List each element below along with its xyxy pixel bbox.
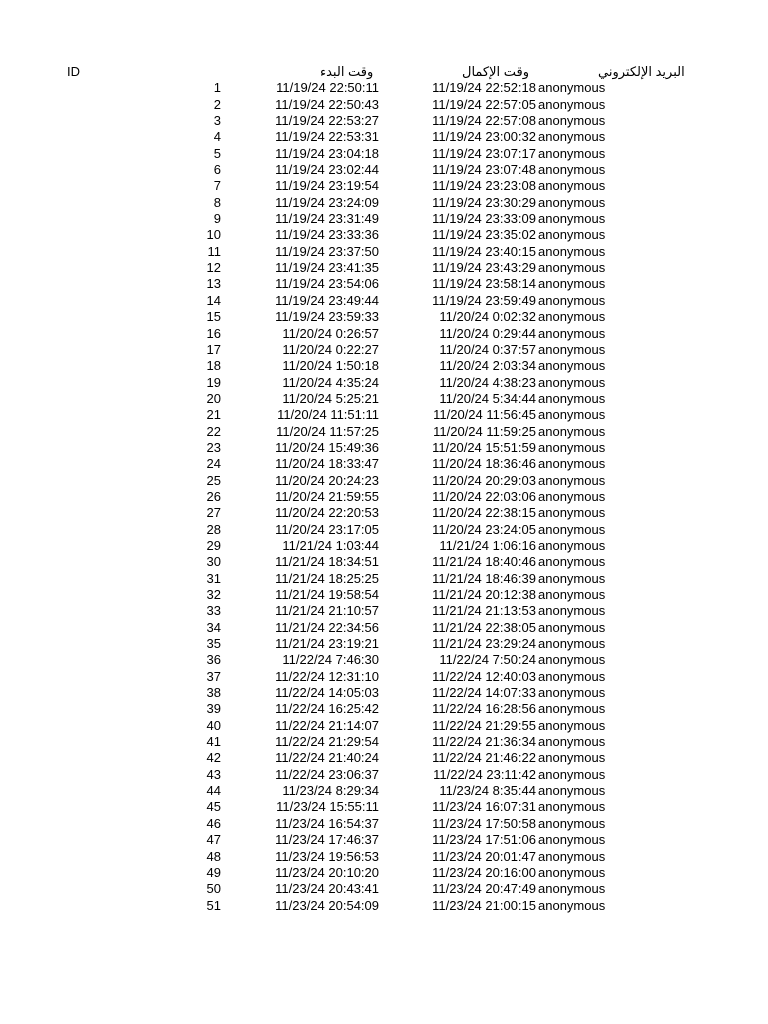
table-row [0, 244, 768, 260]
cell-start-time: 11/23/24 8:29:34 [282, 783, 379, 799]
table-row [0, 178, 768, 194]
cell-id: 35 [206, 636, 221, 652]
cell-start-time: 11/20/24 23:17:05 [275, 521, 379, 537]
cell-start-time: 11/19/24 23:04:18 [275, 145, 379, 161]
cell-email: anonymous [538, 554, 606, 570]
cell-email: anonymous [538, 80, 606, 96]
table-row [0, 80, 768, 96]
table-row [0, 162, 768, 178]
cell-completion-time: 11/19/24 22:57:05 [432, 96, 536, 112]
table-row [0, 505, 768, 521]
cell-email: anonymous [538, 227, 606, 243]
table-row [0, 554, 768, 570]
table-row [0, 865, 768, 881]
cell-completion-time: 11/20/24 11:56:45 [433, 407, 536, 423]
cell-id: 40 [206, 717, 221, 733]
cell-start-time: 11/23/24 20:10:20 [275, 864, 379, 880]
cell-id: 20 [206, 390, 221, 406]
cell-start-time: 11/21/24 19:58:54 [275, 587, 379, 602]
cell-id: 32 [206, 587, 221, 602]
cell-start-time: 11/23/24 20:43:41 [275, 881, 379, 897]
cell-email: anonymous [538, 636, 606, 652]
cell-start-time: 11/20/24 18:33:47 [275, 456, 379, 472]
cell-id: 11 [207, 243, 221, 259]
header-email: البريد الإلكتروني [598, 64, 685, 79]
cell-completion-time: 11/20/24 22:03:06 [432, 488, 536, 504]
cell-start-time: 11/19/24 22:53:31 [275, 129, 379, 145]
cell-email: anonymous [538, 325, 606, 341]
cell-start-time: 11/19/24 23:49:44 [275, 292, 379, 308]
cell-completion-time: 11/20/24 0:29:44 [439, 325, 536, 341]
table-header-row [0, 64, 768, 80]
cell-start-time: 11/19/24 23:24:09 [275, 194, 379, 210]
cell-email: anonymous [538, 96, 606, 112]
cell-completion-time: 11/22/24 14:07:33 [432, 685, 536, 701]
table-row [0, 652, 768, 668]
cell-start-time: 11/23/24 15:55:11 [276, 799, 379, 815]
cell-completion-time: 11/21/24 18:40:46 [432, 554, 536, 570]
cell-email: anonymous [538, 145, 606, 161]
cell-start-time: 11/21/24 1:03:44 [282, 537, 379, 553]
cell-id: 37 [206, 668, 221, 684]
table-row [0, 113, 768, 129]
cell-start-time: 11/19/24 22:53:27 [275, 113, 379, 129]
table-row [0, 129, 768, 145]
table-row [0, 669, 768, 685]
table-row [0, 407, 768, 423]
cell-email: anonymous [538, 864, 606, 880]
cell-completion-time: 11/20/24 2:03:34 [439, 358, 536, 374]
cell-completion-time: 11/19/24 23:58:14 [432, 276, 536, 292]
cell-email: anonymous [538, 799, 606, 815]
cell-completion-time: 11/22/24 12:40:03 [432, 668, 536, 684]
table-row [0, 440, 768, 456]
cell-start-time: 11/19/24 23:54:06 [275, 276, 379, 292]
table-row [0, 358, 768, 374]
table-row [0, 799, 768, 815]
cell-start-time: 11/23/24 17:46:37 [275, 832, 379, 848]
cell-completion-time: 11/20/24 5:34:44 [439, 390, 536, 406]
cell-completion-time: 11/19/24 23:30:29 [432, 194, 536, 210]
cell-email: anonymous [538, 881, 606, 897]
cell-id: 38 [206, 685, 221, 701]
cell-start-time: 11/20/24 4:35:24 [282, 374, 379, 390]
table-row [0, 783, 768, 799]
cell-completion-time: 11/23/24 8:35:44 [439, 783, 536, 799]
cell-start-time: 11/20/24 22:20:53 [275, 505, 379, 521]
cell-completion-time: 11/23/24 17:51:06 [432, 832, 536, 848]
cell-completion-time: 11/21/24 23:29:24 [432, 636, 536, 652]
cell-id: 24 [206, 456, 221, 472]
table-row [0, 293, 768, 309]
cell-id: 18 [206, 358, 221, 374]
cell-start-time: 11/23/24 20:54:09 [275, 897, 379, 913]
table-row [0, 97, 768, 113]
cell-completion-time: 11/19/24 23:07:48 [432, 162, 536, 178]
cell-start-time: 11/19/24 23:37:50 [275, 243, 379, 259]
cell-email: anonymous [538, 832, 606, 848]
cell-email: anonymous [538, 113, 606, 129]
table-row [0, 326, 768, 342]
cell-email: anonymous [538, 194, 606, 210]
cell-start-time: 11/21/24 23:19:21 [275, 636, 379, 652]
cell-email: anonymous [538, 390, 606, 406]
cell-completion-time: 11/19/24 23:00:32 [432, 129, 536, 145]
cell-email: anonymous [538, 685, 606, 701]
cell-completion-time: 11/21/24 20:12:38 [432, 587, 536, 602]
cell-id: 33 [206, 603, 221, 619]
cell-completion-time: 11/23/24 20:47:49 [432, 881, 536, 897]
cell-completion-time: 11/19/24 23:23:08 [432, 178, 536, 194]
cell-id: 21 [206, 407, 221, 423]
cell-id: 36 [206, 652, 221, 668]
cell-start-time: 11/21/24 21:10:57 [275, 603, 379, 619]
cell-email: anonymous [538, 292, 606, 308]
table-body [0, 80, 768, 914]
table-row [0, 571, 768, 587]
table-row [0, 522, 768, 538]
cell-email: anonymous [538, 276, 606, 292]
cell-completion-time: 11/20/24 18:36:46 [432, 456, 536, 472]
cell-id: 44 [206, 783, 221, 799]
cell-completion-time: 11/23/24 20:01:47 [432, 848, 536, 864]
cell-start-time: 11/22/24 23:06:37 [275, 766, 379, 782]
cell-completion-time: 11/20/24 4:38:23 [439, 374, 536, 390]
cell-email: anonymous [538, 243, 606, 259]
table-row [0, 767, 768, 783]
table-row [0, 342, 768, 358]
cell-id: 27 [206, 505, 221, 521]
table-row [0, 538, 768, 554]
cell-start-time: 11/21/24 18:25:25 [275, 570, 379, 586]
table-row [0, 816, 768, 832]
cell-id: 23 [206, 439, 221, 455]
cell-id: 31 [206, 570, 221, 586]
cell-completion-time: 11/22/24 21:36:34 [432, 734, 536, 750]
cell-start-time: 11/20/24 11:57:25 [276, 423, 379, 439]
cell-start-time: 11/20/24 11:51:11 [277, 407, 379, 423]
cell-email: anonymous [538, 701, 606, 717]
cell-id: 22 [206, 423, 221, 439]
table-row [0, 391, 768, 407]
cell-email: anonymous [538, 407, 606, 423]
cell-start-time: 11/19/24 23:33:36 [275, 227, 379, 243]
cell-id: 15 [206, 309, 221, 325]
table-row [0, 750, 768, 766]
cell-email: anonymous [538, 815, 606, 831]
cell-completion-time: 11/19/24 22:57:08 [432, 113, 536, 129]
cell-id: 8 [213, 194, 221, 210]
cell-id: 30 [206, 554, 221, 570]
header-completion-time: وقت الإكمال [462, 64, 530, 79]
cell-start-time: 11/19/24 23:59:33 [275, 309, 379, 325]
cell-email: anonymous [538, 456, 606, 472]
cell-email: anonymous [538, 603, 606, 619]
cell-completion-time: 11/23/24 21:00:15 [432, 897, 536, 913]
cell-start-time: 11/20/24 21:59:55 [275, 488, 379, 504]
table-row [0, 849, 768, 865]
cell-start-time: 11/19/24 23:31:49 [275, 211, 379, 227]
cell-id: 14 [206, 292, 221, 308]
table-row [0, 685, 768, 701]
cell-id: 51 [206, 897, 221, 913]
cell-start-time: 11/23/24 16:54:37 [275, 815, 379, 831]
cell-email: anonymous [538, 537, 606, 553]
cell-start-time: 11/19/24 23:41:35 [275, 260, 379, 276]
cell-completion-time: 11/22/24 16:28:56 [432, 701, 536, 717]
cell-completion-time: 11/20/24 23:24:05 [432, 521, 536, 537]
cell-id: 2 [213, 96, 221, 112]
cell-completion-time: 11/20/24 20:29:03 [432, 472, 536, 488]
cell-start-time: 11/21/24 22:34:56 [275, 619, 379, 635]
cell-id: 12 [206, 260, 221, 276]
cell-completion-time: 11/19/24 23:07:17 [432, 145, 536, 161]
table-row [0, 832, 768, 848]
cell-id: 47 [206, 832, 221, 848]
cell-email: anonymous [538, 570, 606, 586]
cell-start-time: 11/20/24 0:26:57 [282, 325, 379, 341]
cell-completion-time: 11/23/24 16:07:31 [432, 799, 536, 815]
cell-id: 50 [206, 881, 221, 897]
cell-id: 25 [206, 472, 221, 488]
cell-email: anonymous [538, 750, 606, 766]
table-row [0, 587, 768, 603]
cell-start-time: 11/21/24 18:34:51 [275, 554, 379, 570]
cell-completion-time: 11/23/24 17:50:58 [432, 815, 536, 831]
table-row [0, 473, 768, 489]
cell-completion-time: 11/20/24 0:37:57 [439, 341, 536, 357]
cell-completion-time: 11/19/24 23:33:09 [432, 211, 536, 227]
table-row [0, 636, 768, 652]
cell-email: anonymous [538, 897, 606, 913]
header-id: ID [67, 64, 80, 79]
cell-email: anonymous [538, 619, 606, 635]
cell-id: 4 [213, 129, 221, 145]
cell-id: 39 [206, 701, 221, 717]
cell-id: 1 [213, 80, 221, 96]
cell-completion-time: 11/20/24 22:38:15 [432, 505, 536, 521]
cell-completion-time: 11/19/24 23:43:29 [432, 260, 536, 276]
table-row [0, 424, 768, 440]
cell-completion-time: 11/21/24 18:46:39 [432, 570, 536, 586]
cell-completion-time: 11/20/24 0:02:32 [439, 309, 536, 325]
table-row [0, 620, 768, 636]
cell-start-time: 11/22/24 12:31:10 [275, 668, 379, 684]
cell-email: anonymous [538, 505, 606, 521]
cell-id: 41 [206, 734, 221, 750]
cell-id: 26 [206, 488, 221, 504]
table-row [0, 701, 768, 717]
cell-start-time: 11/20/24 5:25:21 [282, 390, 379, 406]
cell-id: 3 [213, 113, 221, 129]
responses-table [0, 64, 768, 914]
cell-email: anonymous [538, 848, 606, 864]
table-row [0, 603, 768, 619]
cell-id: 17 [206, 341, 221, 357]
cell-start-time: 11/22/24 21:14:07 [275, 717, 379, 733]
cell-email: anonymous [538, 652, 606, 668]
table-row [0, 718, 768, 734]
cell-id: 49 [206, 864, 221, 880]
cell-id: 34 [206, 619, 221, 635]
cell-id: 7 [213, 178, 221, 194]
cell-completion-time: 11/22/24 7:50:24 [439, 652, 536, 668]
cell-completion-time: 11/20/24 11:59:25 [433, 423, 536, 439]
cell-id: 13 [206, 276, 221, 292]
cell-completion-time: 11/21/24 21:13:53 [432, 603, 536, 619]
cell-id: 28 [206, 521, 221, 537]
header-start-time: وقت البدء [320, 64, 374, 79]
table-row [0, 309, 768, 325]
cell-completion-time: 11/21/24 1:06:16 [439, 537, 536, 553]
cell-start-time: 11/19/24 22:50:43 [275, 96, 379, 112]
cell-completion-time: 11/19/24 23:40:15 [432, 243, 536, 259]
cell-completion-time: 11/22/24 21:46:22 [432, 750, 536, 766]
cell-completion-time: 11/19/24 23:59:49 [432, 292, 536, 308]
cell-email: anonymous [538, 587, 606, 602]
cell-id: 16 [206, 325, 221, 341]
cell-completion-time: 11/23/24 20:16:00 [432, 864, 536, 880]
cell-start-time: 11/20/24 1:50:18 [282, 358, 379, 374]
cell-email: anonymous [538, 129, 606, 145]
cell-email: anonymous [538, 178, 606, 194]
table-row [0, 734, 768, 750]
cell-id: 29 [206, 537, 221, 553]
table-row [0, 276, 768, 292]
cell-id: 10 [206, 227, 221, 243]
cell-start-time: 11/19/24 22:50:11 [276, 80, 379, 96]
cell-email: anonymous [538, 668, 606, 684]
cell-start-time: 11/20/24 15:49:36 [275, 439, 379, 455]
table-row [0, 898, 768, 914]
table-row [0, 375, 768, 391]
cell-start-time: 11/19/24 23:02:44 [275, 162, 379, 178]
cell-email: anonymous [538, 439, 606, 455]
cell-id: 6 [213, 162, 221, 178]
cell-email: anonymous [538, 783, 606, 799]
table-row [0, 489, 768, 505]
cell-start-time: 11/22/24 21:29:54 [275, 734, 379, 750]
cell-email: anonymous [538, 162, 606, 178]
table-row [0, 146, 768, 162]
cell-email: anonymous [538, 521, 606, 537]
cell-email: anonymous [538, 734, 606, 750]
cell-email: anonymous [538, 260, 606, 276]
table-row [0, 227, 768, 243]
cell-completion-time: 11/21/24 22:38:05 [432, 619, 536, 635]
cell-email: anonymous [538, 472, 606, 488]
cell-completion-time: 11/22/24 21:29:55 [432, 717, 536, 733]
cell-completion-time: 11/19/24 23:35:02 [432, 227, 536, 243]
cell-email: anonymous [538, 374, 606, 390]
cell-email: anonymous [538, 211, 606, 227]
cell-email: anonymous [538, 488, 606, 504]
cell-start-time: 11/23/24 19:56:53 [275, 848, 379, 864]
cell-id: 42 [206, 750, 221, 766]
cell-start-time: 11/22/24 16:25:42 [275, 701, 379, 717]
cell-id: 46 [206, 815, 221, 831]
table-row [0, 456, 768, 472]
cell-start-time: 11/20/24 20:24:23 [275, 472, 379, 488]
cell-id: 9 [213, 211, 221, 227]
cell-start-time: 11/22/24 21:40:24 [275, 750, 379, 766]
cell-email: anonymous [538, 717, 606, 733]
table-row [0, 195, 768, 211]
cell-email: anonymous [538, 309, 606, 325]
table-row [0, 211, 768, 227]
cell-email: anonymous [538, 766, 606, 782]
cell-start-time: 11/19/24 23:19:54 [275, 178, 379, 194]
cell-completion-time: 11/19/24 22:52:18 [432, 80, 536, 96]
cell-completion-time: 11/22/24 23:11:42 [433, 766, 536, 782]
cell-email: anonymous [538, 358, 606, 374]
cell-id: 5 [213, 145, 221, 161]
table-row [0, 260, 768, 276]
cell-start-time: 11/22/24 14:05:03 [275, 685, 379, 701]
cell-id: 19 [206, 374, 221, 390]
cell-id: 48 [206, 848, 221, 864]
cell-email: anonymous [538, 341, 606, 357]
cell-start-time: 11/20/24 0:22:27 [282, 341, 379, 357]
cell-email: anonymous [538, 423, 606, 439]
cell-start-time: 11/22/24 7:46:30 [282, 652, 379, 668]
cell-completion-time: 11/20/24 15:51:59 [432, 439, 536, 455]
cell-id: 43 [206, 766, 221, 782]
table-row [0, 881, 768, 897]
cell-id: 45 [206, 799, 221, 815]
